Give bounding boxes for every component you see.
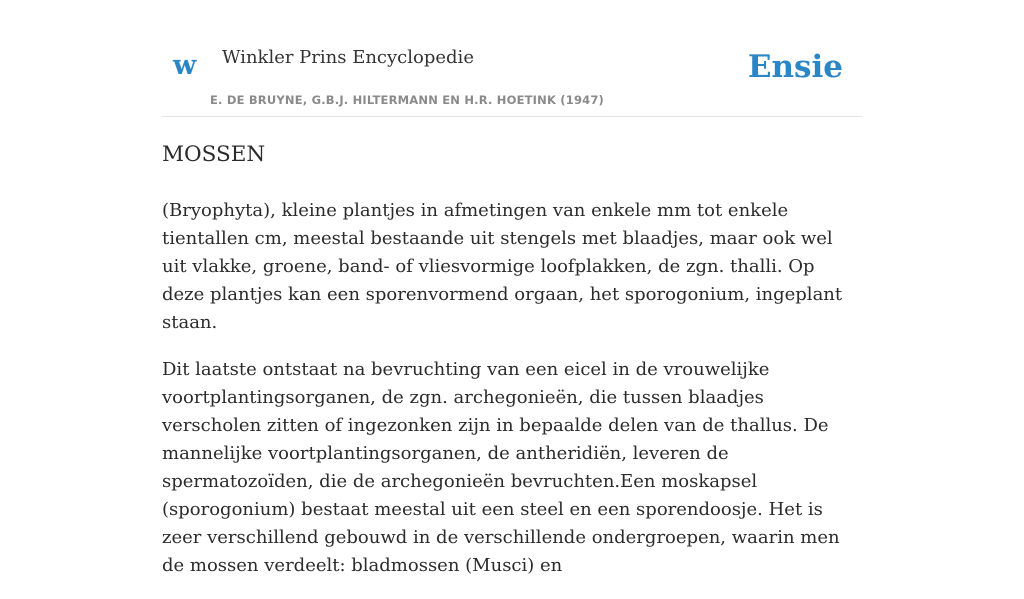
article-paragraph: Dit laatste ontstaat na bevruchting van een eicel in de vrouwelijke voortplantingsorganen, de zgn. archegonieën, die tussen blaadjes verscholen zitten of ingezonken zijn in bepaalde delen van de thallus. De mannelijke voortplantingsorganen, de antheridiën, leveren de spermatozoïden, die de archegonieën bevruchten.Een moskapsel (sporogonium) bestaat meestal uit een steel en een sporendoosje. Het is zeer verschillend gebouwd in de verschillende ondergroepen, waarin men de mossen verdeelt: bladmossen (Musci) en	[162, 359, 840, 576]
source-header	[162, 0, 862, 117]
ensie-brand-logo[interactable]: Ensie	[747, 49, 843, 85]
article-title: MOSSEN	[162, 142, 266, 167]
article-body	[162, 140, 862, 599]
article-paragraph: (Bryophyta), kleine plantjes in afmetingen van enkele mm tot enkele tientallen cm, meestal bestaande uit stengels met blaadjes, maar ook wel uit vlakke, groene, band- of vliesvormige loofplakken, de zgn. thalli. Op deze plantjes kan een sporenvormend orgaan, het sporogonium, ingeplant staan.	[162, 200, 843, 333]
source-title[interactable]: Winkler Prins Encyclopedie	[222, 47, 474, 68]
winkler-prins-logo-icon[interactable]: w	[173, 50, 197, 81]
source-authors: E. DE BRUYNE, G.B.J. HILTERMANN EN H.R. HOETINK (1947)	[210, 93, 605, 107]
